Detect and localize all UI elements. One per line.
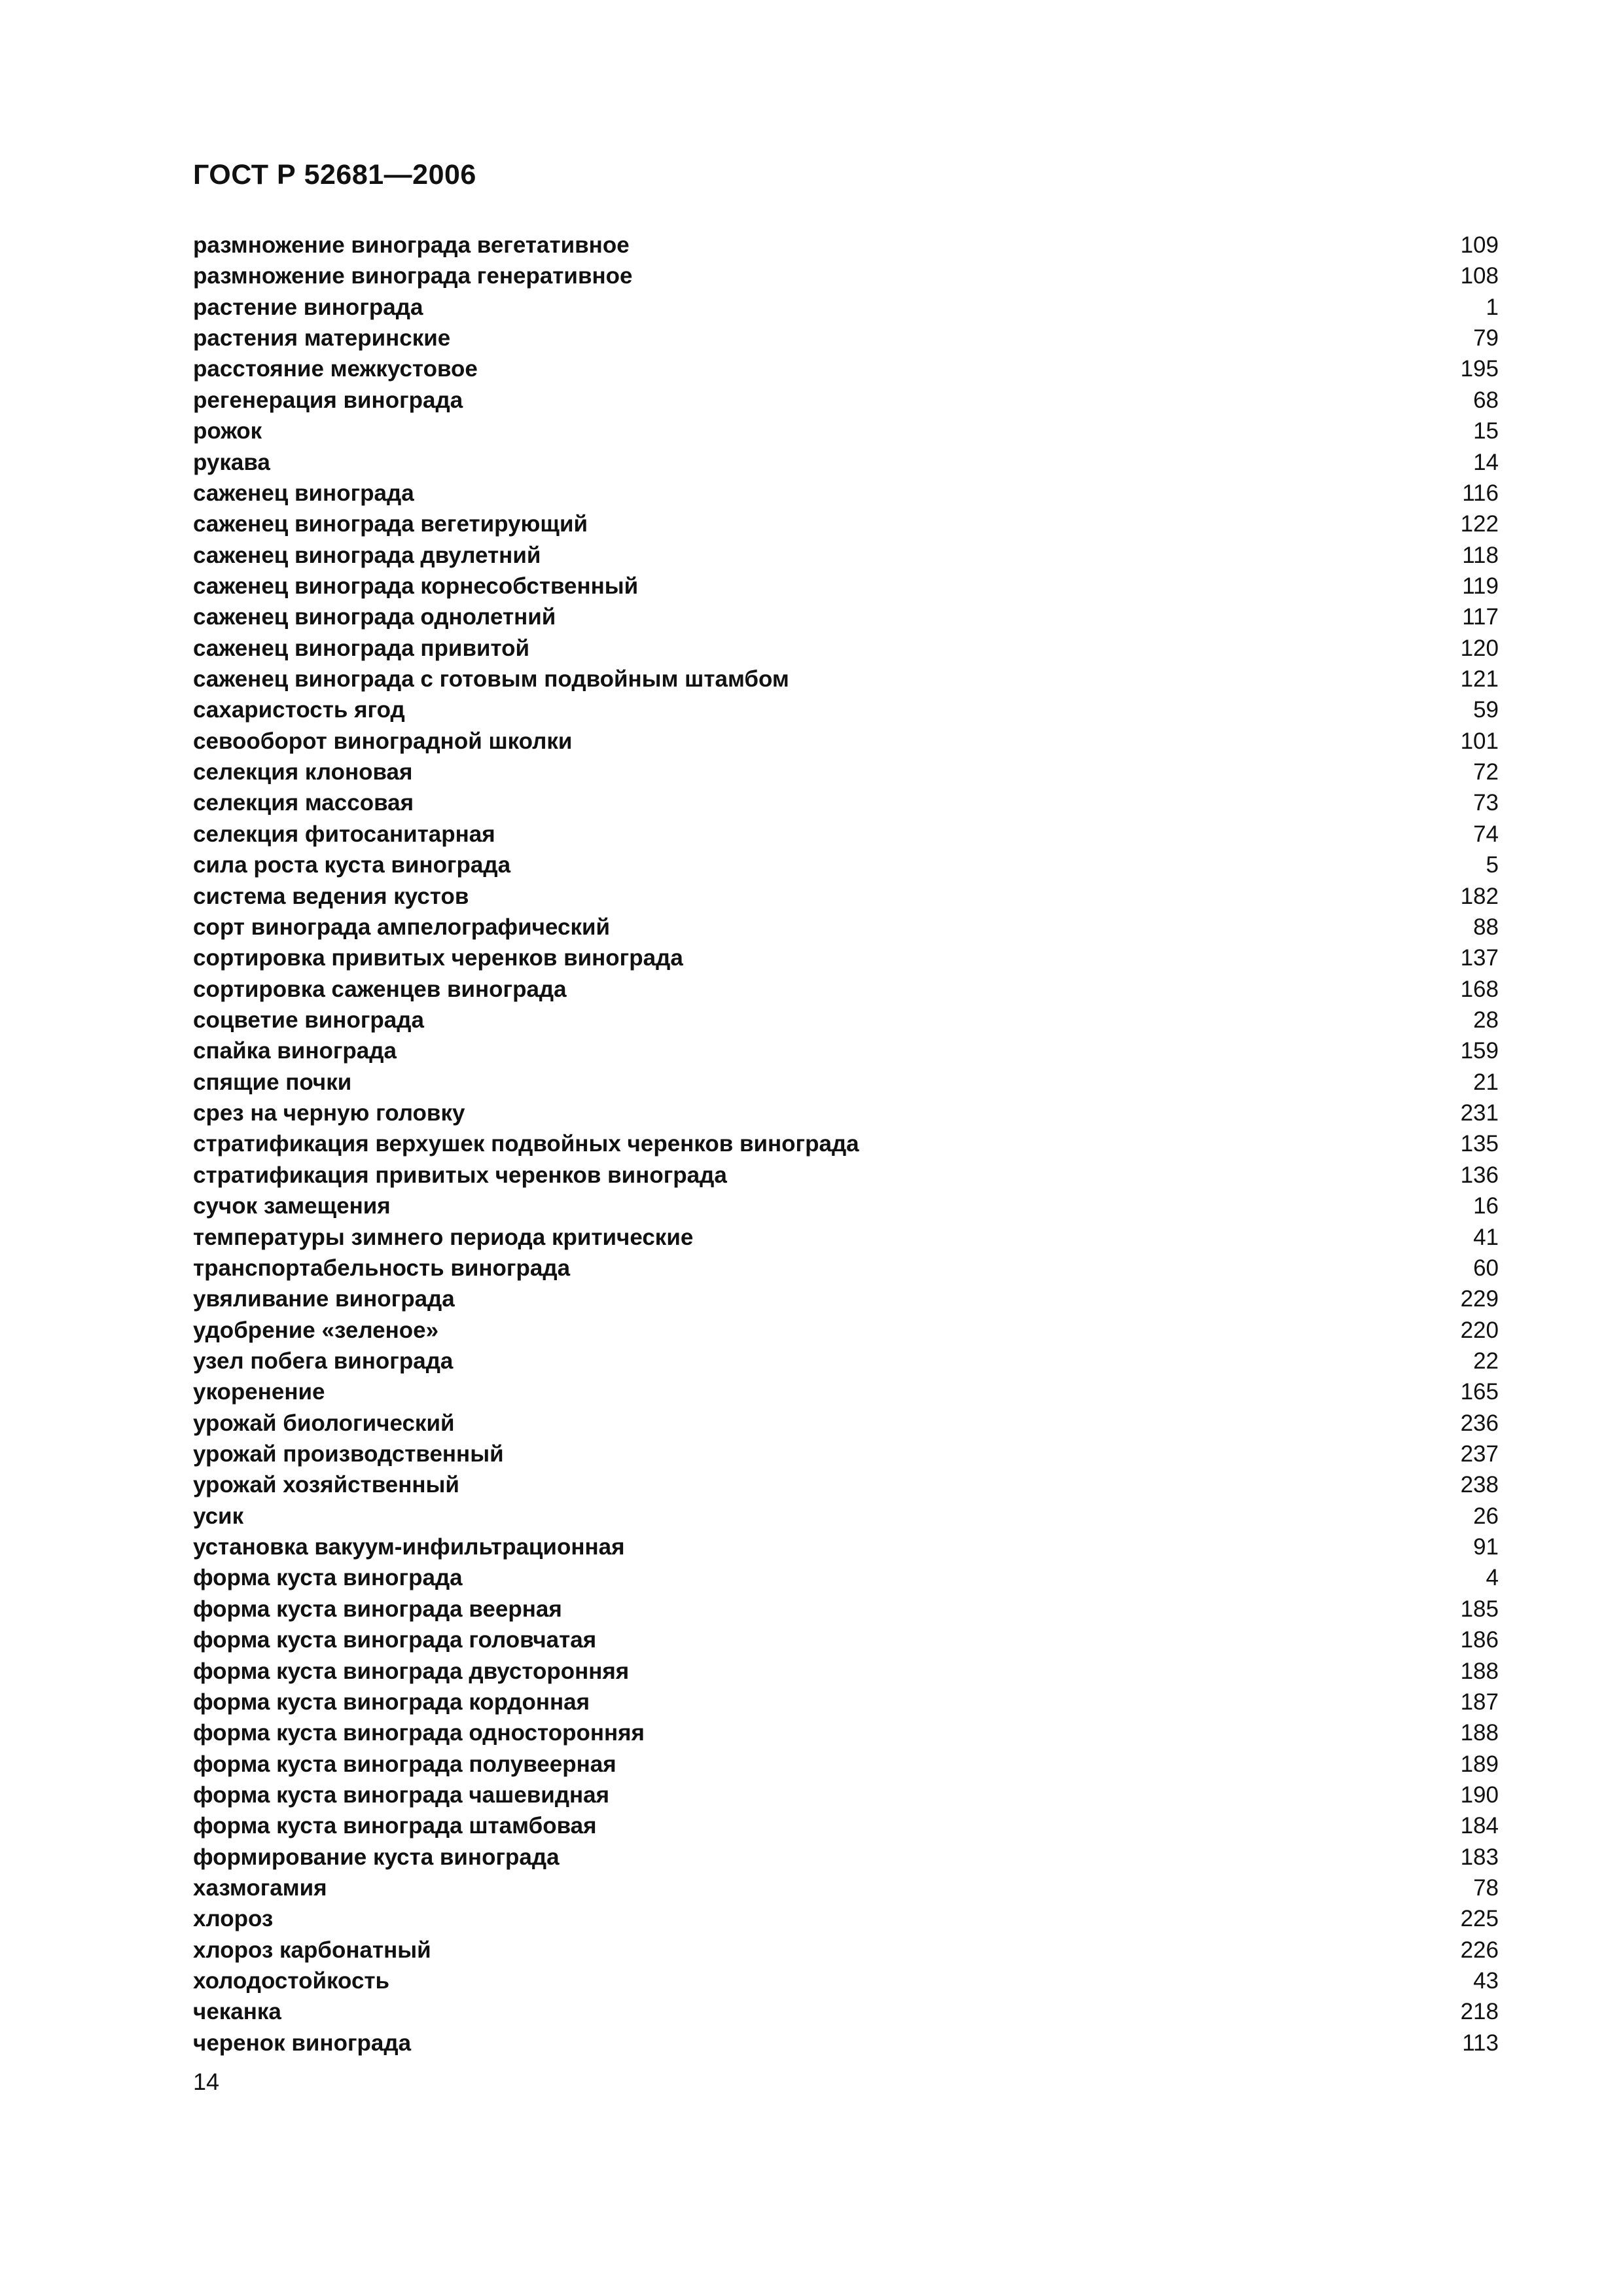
index-term: форма куста винограда штамбовая	[193, 1813, 597, 1839]
index-term-number: 73	[1473, 790, 1499, 816]
index-term: система ведения кустов	[193, 883, 469, 909]
index-term-number: 88	[1473, 914, 1499, 940]
index-entry	[193, 1191, 1499, 1221]
index-entry	[193, 1128, 1499, 1159]
index-entry	[193, 1222, 1499, 1253]
index-term: удобрение «зеленое»	[193, 1317, 439, 1343]
index-term-number: 108	[1460, 263, 1499, 289]
index-term: форма куста винограда полувеерная	[193, 1751, 616, 1777]
index-term: форма куста винограда чашевидная	[193, 1782, 610, 1808]
index-entry	[193, 881, 1499, 912]
index-entry	[193, 1780, 1499, 1810]
index-entry	[193, 540, 1499, 571]
index-term: саженец винограда привитой	[193, 635, 530, 661]
index-term: саженец винограда однолетний	[193, 604, 556, 630]
index-term: растение винограда	[193, 294, 423, 320]
index-term: стратификация привитых черенков винограда	[193, 1162, 727, 1188]
index-entry	[193, 1501, 1499, 1532]
index-term: укоренение	[193, 1379, 325, 1405]
index-entry	[193, 1532, 1499, 1562]
index-term-number: 118	[1462, 542, 1499, 568]
index-entry	[193, 787, 1499, 818]
index-entry	[193, 1656, 1499, 1687]
index-term-number: 15	[1473, 418, 1499, 444]
index-entry	[193, 633, 1499, 664]
index-entry	[193, 1067, 1499, 1098]
index-term: стратификация верхушек подвойных черенков винограда	[193, 1131, 859, 1157]
index-entry	[193, 850, 1499, 880]
index-term: увяливание винограда	[193, 1286, 455, 1312]
index-entry	[193, 447, 1499, 478]
index-term: черенок винограда	[193, 2030, 412, 2056]
index-term: холодостойкость	[193, 1968, 390, 1994]
index-term: форма куста винограда веерная	[193, 1596, 562, 1622]
index-entry	[193, 1624, 1499, 1655]
index-term-number: 41	[1473, 1224, 1499, 1250]
index-entry	[193, 1035, 1499, 1066]
index-term: саженец винограда двулетний	[193, 542, 541, 568]
index-entry	[193, 478, 1499, 509]
index-entry	[193, 1346, 1499, 1376]
index-term-number: 183	[1460, 1844, 1499, 1870]
index-term: узел побега винограда	[193, 1348, 454, 1374]
index-entry	[193, 1687, 1499, 1717]
index-term: форма куста винограда двусторонняя	[193, 1658, 630, 1684]
index-entry	[193, 1005, 1499, 1035]
index-term: сучок замещения	[193, 1193, 391, 1219]
index-entry	[193, 1996, 1499, 2027]
index-term-number: 186	[1460, 1627, 1499, 1653]
index-term: формирование куста винограда	[193, 1844, 560, 1870]
index-entry	[193, 1283, 1499, 1314]
index-term: сорт винограда ампелографический	[193, 914, 611, 940]
index-entry	[193, 1842, 1499, 1873]
index-term: хлороз	[193, 1906, 274, 1932]
index-term: саженец винограда	[193, 480, 414, 506]
index-entry	[193, 1160, 1499, 1191]
index-term-number: 28	[1473, 1007, 1499, 1033]
index-term: растения материнские	[193, 325, 451, 351]
index-term-number: 237	[1460, 1441, 1499, 1467]
index-term-number: 136	[1460, 1162, 1499, 1188]
index-term-number: 231	[1460, 1100, 1499, 1126]
index-entry	[193, 385, 1499, 416]
index-term-number: 26	[1473, 1503, 1499, 1529]
index-term-number: 91	[1473, 1534, 1499, 1560]
index-entry	[193, 1098, 1499, 1128]
document-header: ГОСТ Р 52681—2006	[193, 159, 476, 190]
index-term-number: 189	[1460, 1751, 1499, 1777]
index-term-number: 68	[1473, 387, 1499, 413]
index-entry	[193, 1439, 1499, 1469]
index-term-number: 16	[1473, 1193, 1499, 1219]
index-term: хазмогамия	[193, 1875, 327, 1901]
index-entry	[193, 230, 1499, 260]
index-entry	[193, 1873, 1499, 1903]
index-term-number: 116	[1462, 480, 1499, 506]
index-term-number: 187	[1460, 1689, 1499, 1715]
index-term-number: 5	[1486, 852, 1499, 878]
index-term-number: 1	[1486, 294, 1499, 320]
index-term: спайка винограда	[193, 1038, 397, 1064]
index-entry	[193, 726, 1499, 757]
index-entry	[193, 601, 1499, 632]
index-term: расстояние межкустовое	[193, 356, 478, 382]
index-term: урожай хозяйственный	[193, 1472, 459, 1498]
index-entry	[193, 942, 1499, 973]
index-entry	[193, 1903, 1499, 1934]
index-term-number: 229	[1460, 1286, 1499, 1312]
index-term-number: 21	[1473, 1069, 1499, 1095]
index-term-number: 109	[1460, 232, 1499, 258]
index-term-number: 120	[1460, 635, 1499, 661]
index-term: форма куста винограда кордонная	[193, 1689, 590, 1715]
index-entry	[193, 2028, 1499, 2058]
index-entry	[193, 1749, 1499, 1780]
index-entry	[193, 1253, 1499, 1283]
index-term-number: 238	[1460, 1472, 1499, 1498]
index-entry	[193, 571, 1499, 601]
index-entry	[193, 664, 1499, 694]
index-term: размножение винограда генеративное	[193, 263, 633, 289]
index-term-number: 14	[1473, 449, 1499, 475]
index-entry	[193, 292, 1499, 323]
index-term: сортировка привитых черенков винограда	[193, 945, 683, 971]
index-term-number: 225	[1460, 1906, 1499, 1932]
index-term: саженец винограда корнесобственный	[193, 573, 639, 599]
index-entry	[193, 1376, 1499, 1407]
index-term-number: 168	[1460, 976, 1499, 1002]
index-term: сила роста куста винограда	[193, 852, 511, 878]
index-entry	[193, 819, 1499, 850]
index-term: размножение винограда вегетативное	[193, 232, 630, 258]
index-term-number: 182	[1460, 883, 1499, 909]
index-term-number: 4	[1486, 1565, 1499, 1591]
index-term: транспортабельность винограда	[193, 1255, 571, 1281]
index-entry	[193, 694, 1499, 725]
index-term: форма куста винограда односторонняя	[193, 1720, 645, 1746]
index-term: форма куста винограда головчатая	[193, 1627, 597, 1653]
index-term-number: 74	[1473, 821, 1499, 847]
index-entry	[193, 323, 1499, 353]
index-entry	[193, 912, 1499, 942]
index-term: севооборот виноградной школки	[193, 728, 573, 754]
index-term: форма куста винограда	[193, 1565, 463, 1591]
alphabetical-index	[193, 230, 1499, 2058]
index-term-number: 195	[1460, 356, 1499, 382]
index-term: чеканка	[193, 1999, 281, 2025]
index-entry	[193, 1562, 1499, 1593]
index-term-number: 79	[1473, 325, 1499, 351]
index-term: установка вакуум-инфильтрационная	[193, 1534, 625, 1560]
index-entry	[193, 1408, 1499, 1439]
index-term-number: 188	[1460, 1720, 1499, 1746]
index-term-number: 165	[1460, 1379, 1499, 1405]
index-entry	[193, 353, 1499, 384]
index-term-number: 137	[1460, 945, 1499, 971]
index-term: рукава	[193, 449, 270, 475]
index-entry	[193, 1810, 1499, 1841]
index-term: рожок	[193, 418, 262, 444]
index-term-number: 119	[1462, 573, 1499, 599]
index-term-number: 113	[1462, 2030, 1499, 2056]
index-term-number: 122	[1460, 511, 1499, 537]
index-term-number: 60	[1473, 1255, 1499, 1281]
index-term: саженец винограда с готовым подвойным штамбом	[193, 666, 789, 692]
index-entry	[193, 1965, 1499, 1996]
index-term-number: 236	[1460, 1410, 1499, 1436]
index-term-number: 159	[1460, 1038, 1499, 1064]
index-term: селекция клоновая	[193, 759, 413, 785]
index-term: селекция массовая	[193, 790, 414, 816]
index-term-number: 220	[1460, 1317, 1499, 1343]
index-term: селекция фитосанитарная	[193, 821, 495, 847]
index-entry	[193, 1594, 1499, 1624]
index-term-number: 59	[1473, 697, 1499, 723]
index-term: усик	[193, 1503, 244, 1529]
index-entry	[193, 1315, 1499, 1346]
index-term-number: 188	[1460, 1658, 1499, 1684]
index-term-number: 184	[1460, 1813, 1499, 1839]
index-entry	[193, 757, 1499, 787]
index-term: хлороз карбонатный	[193, 1937, 431, 1963]
index-entry	[193, 1469, 1499, 1500]
index-term: срез на черную головку	[193, 1100, 465, 1126]
index-term: соцветие винограда	[193, 1007, 424, 1033]
index-term: урожай биологический	[193, 1410, 455, 1436]
index-term-number: 43	[1473, 1968, 1499, 1994]
index-term: урожай производственный	[193, 1441, 504, 1467]
index-term: сахаристость ягод	[193, 697, 405, 723]
index-entry	[193, 1717, 1499, 1748]
index-term-number: 72	[1473, 759, 1499, 785]
index-entry	[193, 260, 1499, 291]
index-term-number: 190	[1460, 1782, 1499, 1808]
index-term-number: 121	[1460, 666, 1499, 692]
index-term: спящие почки	[193, 1069, 352, 1095]
index-entry	[193, 509, 1499, 539]
index-term-number: 22	[1473, 1348, 1499, 1374]
index-entry	[193, 1935, 1499, 1965]
index-term-number: 117	[1462, 604, 1499, 630]
index-term: температуры зимнего периода критические	[193, 1224, 694, 1250]
index-term: регенерация винограда	[193, 387, 463, 413]
index-term: саженец винограда вегетирующий	[193, 511, 588, 537]
index-entry	[193, 974, 1499, 1005]
index-term-number: 185	[1460, 1596, 1499, 1622]
index-entry	[193, 416, 1499, 446]
page-number: 14	[193, 2068, 220, 2095]
index-term-number: 78	[1473, 1875, 1499, 1901]
index-term-number: 226	[1460, 1937, 1499, 1963]
index-term-number: 218	[1460, 1999, 1499, 2025]
index-term: сортировка саженцев винограда	[193, 976, 567, 1002]
index-term-number: 101	[1460, 728, 1499, 754]
index-term-number: 135	[1460, 1131, 1499, 1157]
